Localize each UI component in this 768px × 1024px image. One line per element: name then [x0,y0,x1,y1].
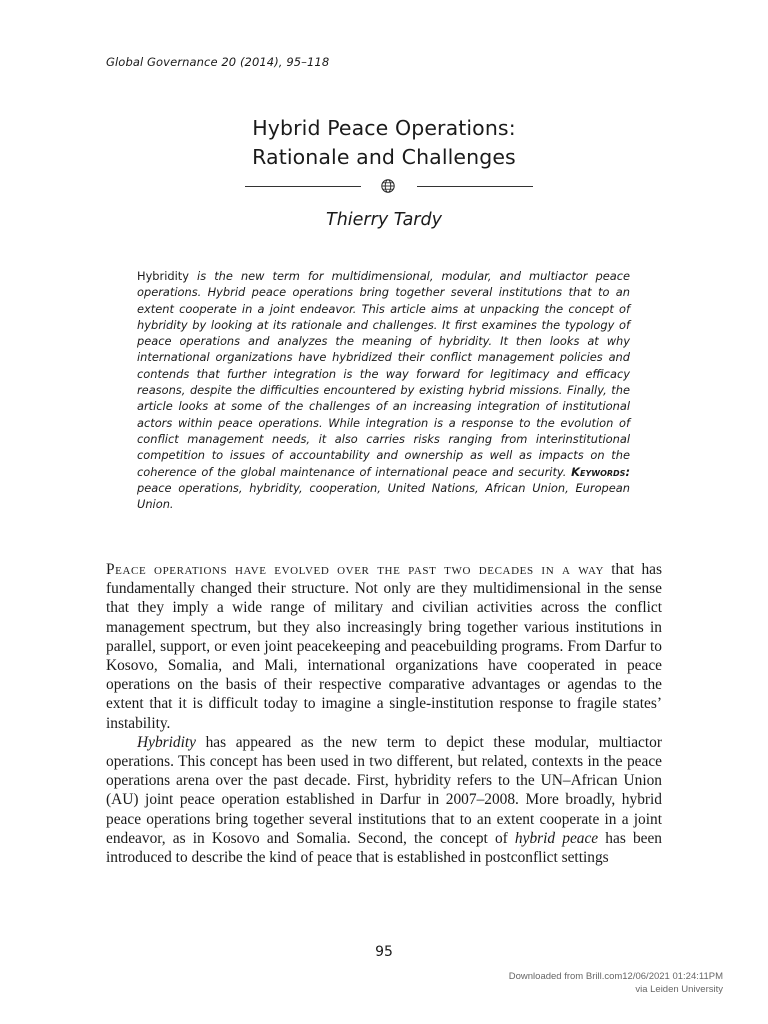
paragraph-1-text: that has fundamentally changed their structure. Not only are they multidimensional in the sense that they imply a wide range of military and civilian activities across the conflict management spectrum, but they also increasingly bring together various institutions in parallel, support, or even joint peacekeeping and peacebuilding programs. From Darfur to Kosovo, Somalia, and Mali, international organizations have cooperated in peace operations on the basis of their respective comparative advantages or agendas to the extent that it is difficult today to imagine a single-institution response to fragile states’ instability. [106,561,662,732]
keywords-label: Keywords: [571,464,630,479]
body-paragraph-2 [106,733,662,867]
article-title-line-2: Rationale and Challenges [252,145,516,169]
abstract-text: is the new term for multidimensional, modular, and multiactor peace operations. Hybrid peace operations bring together several institutions that to an extent cooperate in a joint endeavor. This article aims at unpacking the concept of hybridity by looking at its rationale and challenges. It first examines the typology of peace operations and analyzes the meaning of hybridity. It then looks at why international organizations have hybridized their conflict management policies and contends that further integration is the way forward for legitimacy and efficacy reasons, despite the difficulties encountered by existing hybrid missions. Finally, the article looks at some of the challenges of an increasing integration of institutional actors within peace operations. While integration is a response to the evolution of conflict management needs, it also carries risks ranging from interinstitutional competition to issues of accountability and ownership as well as impacts on the coherence of the global maintenance of international peace and security. [137,269,630,479]
term-hybrid-peace: hybrid peace [514,829,599,847]
abstract-lead-word: Hybridity [137,269,189,283]
title-ornament [245,177,533,195]
body-paragraph-1 [106,560,662,733]
author-name: Thierry Tardy [326,210,442,230]
keywords-list: peace operations, hybridity, cooperation, United Nations, African Union, European Union. [137,480,630,512]
paragraph-lead-in: Peace operations have evolved over the past two decades in a way [106,561,605,578]
download-line-2: via Leiden University [635,984,723,995]
ornament-rule-left [245,186,361,187]
ornament-rule-right [417,186,533,187]
page-number: 95 [375,944,393,960]
term-hybridity: Hybridity [137,733,196,751]
article-title [0,114,768,172]
journal-citation: Global Governance 20 (2014), 95–118 [106,55,330,69]
download-line-1: Downloaded from Brill.com12/06/2021 01:24:11PM [508,971,723,982]
paragraph-2-text-a: has appeared as the new term to depict these modular, multiactor operations. This concept has been used in two different, but related, contexts in the peace operations arena over the past decade. First, hybridity refers to the UN–African Union (AU) joint peace operation established in Darfur in 2007–2008. More broadly, hybrid peace operations bring together several institutions that to an extent cooperate in a joint endeavor, as in Kosovo and Somalia. Second, the concept of [106,733,662,847]
body-text [106,560,662,867]
paragraph-2-text-b: has been introduced to describe the kind of peace that is established in postconflict settings [106,829,663,867]
abstract [137,268,630,512]
globe-icon [380,178,396,194]
download-watermark [509,970,723,996]
article-title-line-1: Hybrid Peace Operations: [252,116,516,140]
